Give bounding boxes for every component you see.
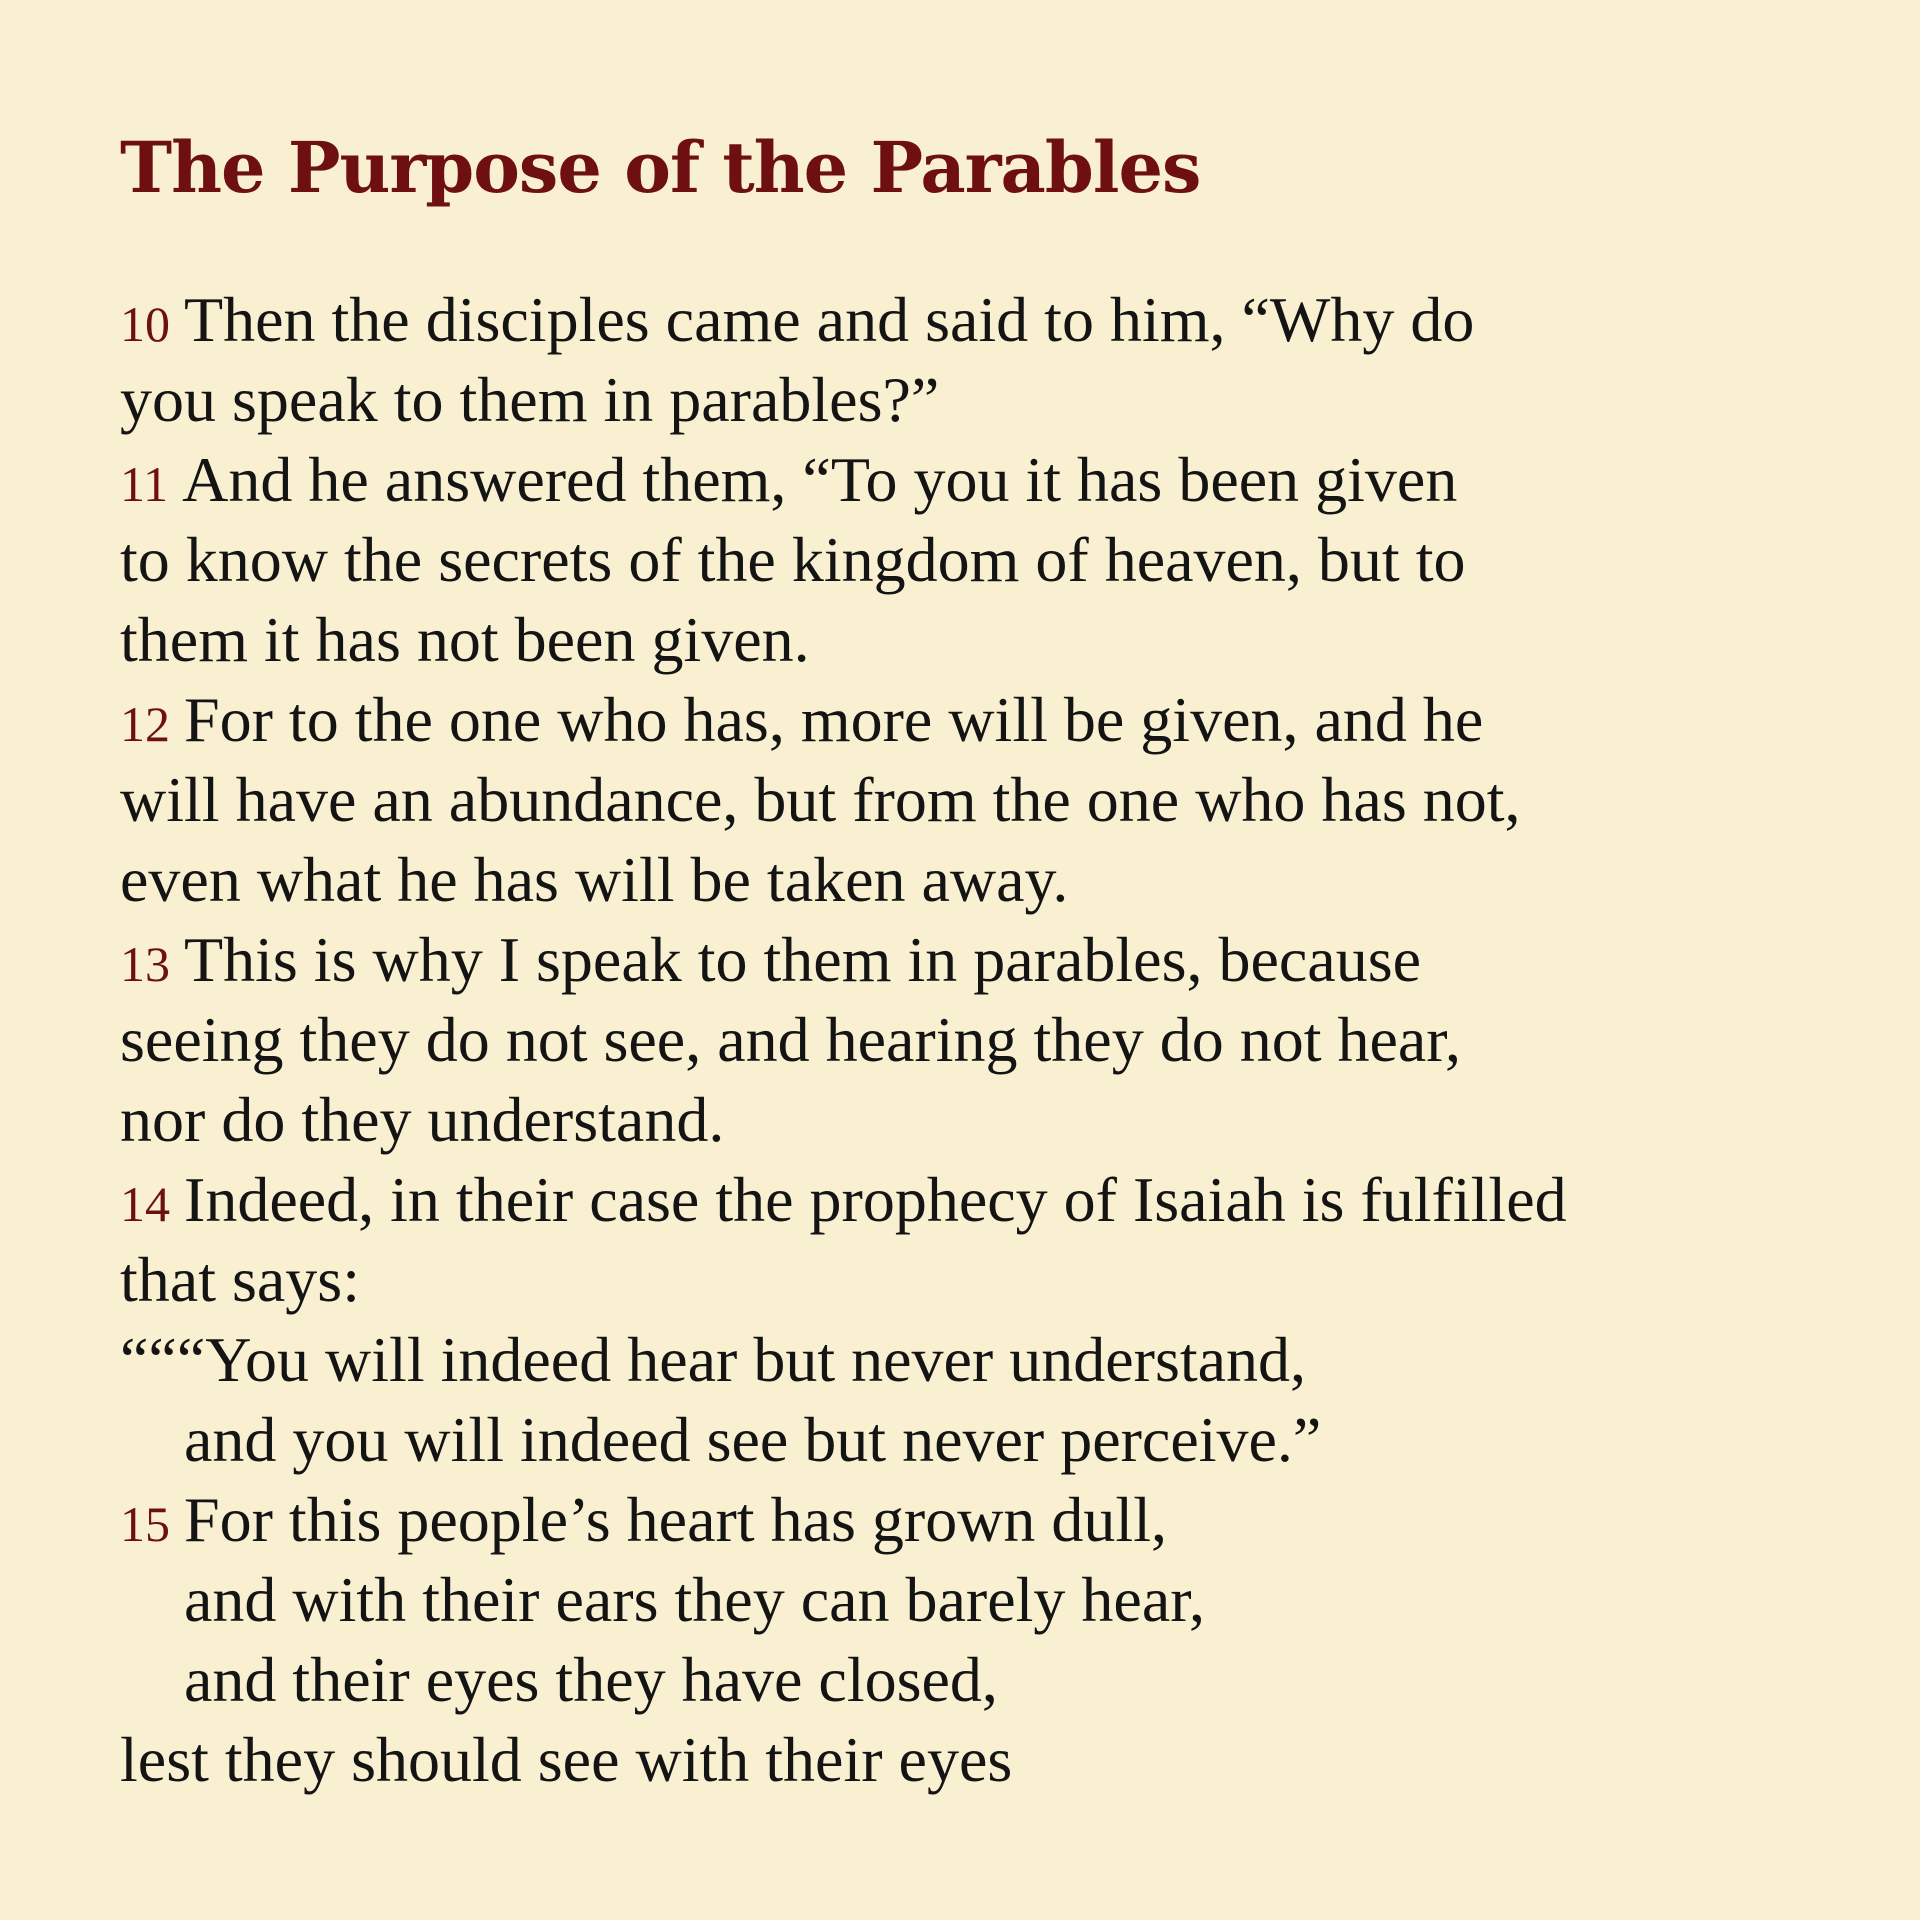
text-line — [120, 600, 1840, 680]
verse-text: you speak to them in parables?” — [120, 364, 940, 435]
text-line — [120, 1720, 1840, 1800]
text-line — [120, 1640, 1840, 1720]
verse-text: This is why I speak to them in parables, because — [184, 924, 1421, 995]
text-line — [120, 1160, 1840, 1240]
verse-text: seeing they do not see, and hearing they do not hear, — [120, 1004, 1462, 1075]
verse-text: “““You will indeed hear but never understand, — [120, 1324, 1307, 1395]
verse-number: 11 — [120, 456, 169, 512]
verse-text: and their eyes they have closed, — [184, 1644, 998, 1715]
verse-text: For to the one who has, more will be given, and he — [184, 684, 1484, 755]
verse-text: them it has not been given. — [120, 604, 810, 675]
text-line — [120, 840, 1840, 920]
text-line — [120, 1480, 1840, 1560]
verse-text: nor do they understand. — [120, 1084, 725, 1155]
text-line — [120, 760, 1840, 840]
verse-number: 12 — [120, 696, 170, 752]
text-line — [120, 1240, 1840, 1320]
verse-text: For this people’s heart has grown dull, — [184, 1484, 1167, 1555]
verse-number: 15 — [120, 1496, 170, 1552]
page-title: The Purpose of the Parables — [120, 126, 1201, 209]
text-line — [120, 520, 1840, 600]
text-line — [120, 360, 1840, 440]
verse-text: that says: — [120, 1244, 360, 1315]
verse-text: even what he has will be taken away. — [120, 844, 1069, 915]
verse-number: 14 — [120, 1176, 170, 1232]
text-line — [120, 920, 1840, 1000]
scripture-body — [120, 280, 1840, 1800]
text-line — [120, 1400, 1840, 1480]
text-line — [120, 1080, 1840, 1160]
verse-text: to know the secrets of the kingdom of heaven, but to — [120, 524, 1466, 595]
verse-text: lest they should see with their eyes — [120, 1724, 1013, 1795]
verse-text: Then the disciples came and said to him, “Why do — [184, 284, 1475, 355]
text-line — [120, 1320, 1840, 1400]
text-line — [120, 440, 1840, 520]
verse-text: will have an abundance, but from the one who has not, — [120, 764, 1521, 835]
verse-text: And he answered them, “To you it has been given — [182, 444, 1458, 515]
verse-number: 10 — [120, 296, 170, 352]
text-line — [120, 1000, 1840, 1080]
text-line — [120, 280, 1840, 360]
text-line — [120, 1560, 1840, 1640]
verse-text: Indeed, in their case the prophecy of Isaiah is fulfilled — [184, 1164, 1567, 1235]
verse-text: and you will indeed see but never perceive.” — [184, 1404, 1322, 1475]
verse-number: 13 — [120, 936, 170, 992]
text-line — [120, 680, 1840, 760]
verse-text: and with their ears they can barely hear, — [184, 1564, 1205, 1635]
